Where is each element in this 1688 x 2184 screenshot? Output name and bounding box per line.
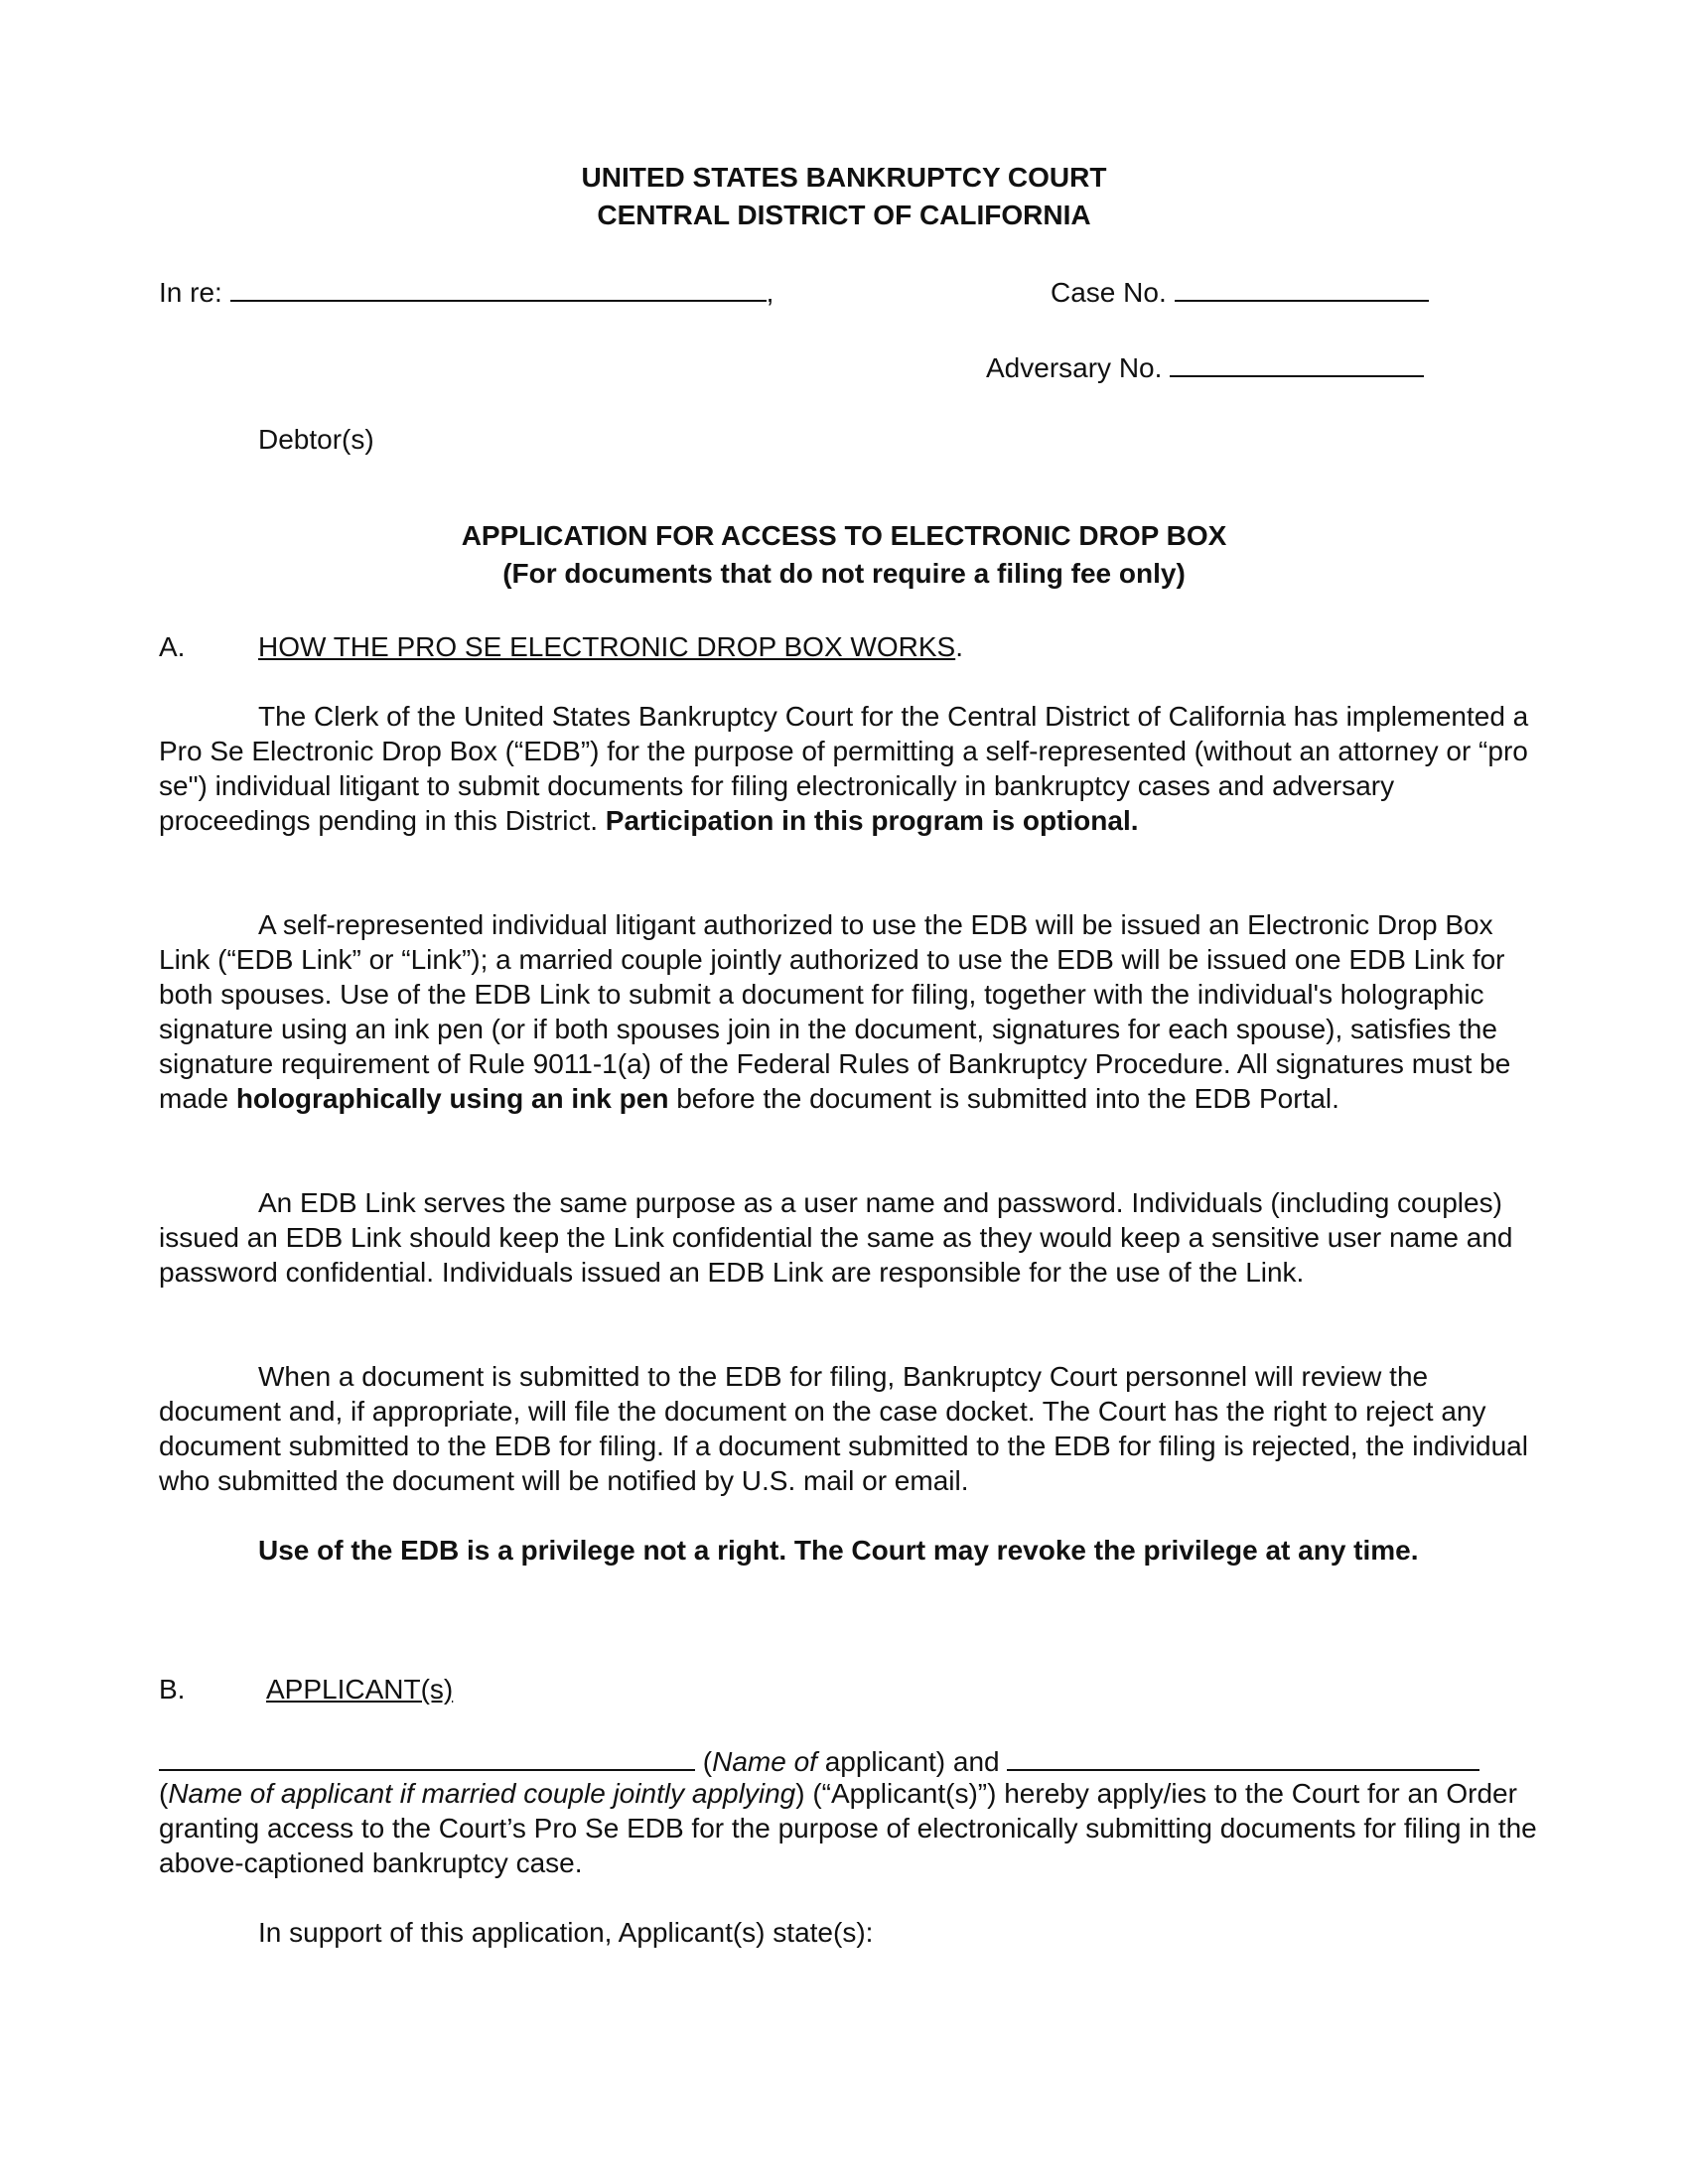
section-b-paragraph [159, 1776, 1539, 1880]
debtor-name-blank[interactable] [230, 272, 767, 302]
court-name: UNITED STATES BANKRUPTCY COURT [581, 162, 1107, 193]
court-header [0, 159, 1688, 234]
in-re-comma: , [766, 277, 774, 308]
applicant-and: applicant) and [816, 1746, 1000, 1777]
para-5-bold: Use of the EDB is a privilege not a right. The Court may revoke the privilege at any time. [258, 1535, 1419, 1566]
para-1-bold: Participation in this program is optional. [605, 805, 1139, 836]
section-b-heading-text: APPLICANT(s) [266, 1674, 454, 1705]
section-a-heading [258, 629, 963, 664]
support-statement: In support of this application, Applicant(s) state(s): [258, 1917, 874, 1948]
section-a-heading-period: . [955, 631, 963, 662]
applicant-name-line: (Name of applicant) and [159, 1741, 1479, 1779]
married-couple-italic: Name of applicant if married couple jointly applying [168, 1778, 796, 1809]
section-a-letter: A. [159, 631, 186, 662]
section-a-paragraph-2 [159, 907, 1539, 1116]
section-b-heading [266, 1672, 453, 1706]
section-a-paragraph-4 [159, 1359, 1539, 1498]
court-district: CENTRAL DISTRICT OF CALIFORNIA [597, 200, 1091, 230]
adversary-no-label: Adversary No. [986, 352, 1163, 383]
adversary-no-line [986, 347, 1424, 385]
debtor-label: Debtor(s) [258, 424, 374, 455]
application-title [0, 517, 1688, 593]
para-2-tail: before the document is submitted into the EDB Portal. [668, 1083, 1339, 1114]
adversary-no-blank[interactable] [1170, 347, 1424, 377]
in-re-line [159, 272, 774, 310]
spouse-name-blank[interactable] [1007, 1741, 1479, 1771]
para-3-text: An EDB Link serves the same purpose as a user name and password. Individuals (including couples) issued an EDB Link should keep the Link confidential the same as they would keep a sensitive user name and password confidential. Individuals issued an EDB Link are responsible for the use of the Link. [159, 1187, 1513, 1288]
case-no-line [1051, 272, 1429, 310]
section-a-paragraph-3 [159, 1185, 1539, 1290]
applicant-name-blank[interactable] [159, 1741, 695, 1771]
section-b-body: ) (“Applicant(s)”) hereby apply/ies to the Court for an Order granting access to the Court’s Pro Se EDB for the purpose of electronically submitting documents for filing in the above-captioned bankruptcy case. [159, 1778, 1537, 1878]
title-line2: (For documents that do not require a filing fee only) [502, 558, 1186, 589]
open-paren: ( [159, 1778, 169, 1809]
title-line1: APPLICATION FOR ACCESS TO ELECTRONIC DROP BOX [461, 520, 1227, 551]
para-4-text: When a document is submitted to the EDB for filing, Bankruptcy Court personnel will review the document and, if appropriate, will file the document on the case docket. The Court has the right to reject any document submitted to the EDB for filing. If a document submitted to the EDB for filing is rejected, the individual who submitted the document will be notified by U.S. mail or email. [159, 1361, 1528, 1496]
in-re-label: In re: [159, 277, 222, 308]
section-a-heading-text: HOW THE PRO SE ELECTRONIC DROP BOX WORKS [258, 631, 956, 662]
case-no-label: Case No. [1051, 277, 1167, 308]
para-2-bold: holographically using an ink pen [235, 1083, 669, 1114]
para-2-text: A self-represented individual litigant authorized to use the EDB will be issued an Electronic Drop Box Link (“EDB Link” or “Link”); a married couple jointly authorized to use the EDB will be issued one EDB Link for both spouses. Use of the EDB Link to submit a document for filing, together with the individual's holographic signature using an ink pen (or if both spouses join in the document, signatures for each spouse), satisfies the signature requirement of Rule 9011-1(a) of the Federal Rules of Bankruptcy Procedure. All signatures must be made [159, 909, 1511, 1114]
para-1-text: The Clerk of the United States Bankruptcy Court for the Central District of California has implemented a Pro Se Electronic Drop Box (“EDB”) for the purpose of permitting a self-represented (without an attorney or “pro se") individual litigant to submit documents for filing electronically in bankruptcy cases and adversary proceedings pending in this District. [159, 701, 1529, 836]
section-b-letter: B. [159, 1674, 186, 1705]
section-a-paragraph-1 [159, 699, 1539, 838]
name-of-italic: Name of [712, 1746, 817, 1777]
case-no-blank[interactable] [1175, 272, 1429, 302]
